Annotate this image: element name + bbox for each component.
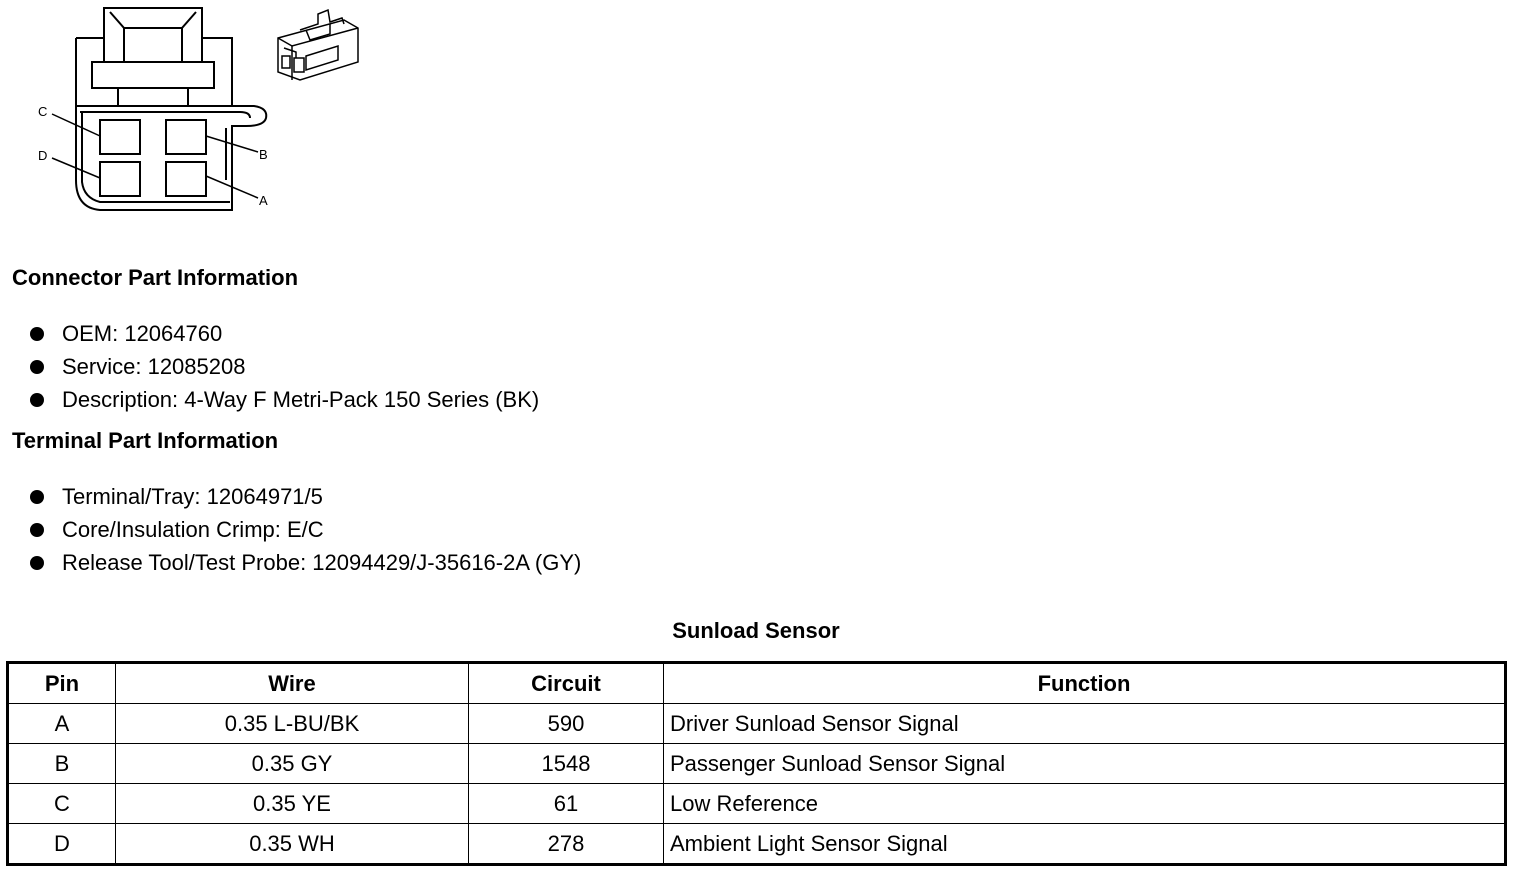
cell-function: Low Reference [664,784,1506,824]
cell-function: Passenger Sunload Sensor Signal [664,744,1506,784]
bullet-icon [30,360,44,374]
cell-circuit: 61 [469,784,664,824]
pin-label-a: A [259,193,268,208]
list-item: Description: 4-Way F Metri-Pack 150 Series (BK) [30,383,539,416]
list-item: Core/Insulation Crimp: E/C [30,513,581,546]
table-row [8,784,1506,824]
cell-pin: B [8,744,116,784]
pin-label-d: D [38,148,48,163]
pin-label-b: B [259,147,268,162]
cell-function: Ambient Light Sensor Signal [664,824,1506,865]
connector-info-heading: Connector Part Information [12,265,299,290]
cavity-b [166,120,206,154]
terminal-info-list [30,480,581,579]
cavity-c [100,120,140,154]
table-row [8,824,1506,865]
cavity-a [166,162,206,196]
header-pin: Pin [8,663,116,704]
header-circuit: Circuit [469,663,664,704]
connector-body [76,106,266,210]
cell-wire: 0.35 WH [116,824,469,865]
cell-pin: D [8,824,116,865]
cell-circuit: 590 [469,704,664,744]
list-item: Service: 12085208 [30,350,539,383]
table-row [8,704,1506,744]
cell-pin: C [8,784,116,824]
table-header-row [8,663,1506,704]
connector-info-list [30,317,539,416]
bullet-icon [30,523,44,537]
header-function: Function [664,663,1506,704]
terminal-info-heading: Terminal Part Information [12,428,279,453]
cell-function: Driver Sunload Sensor Signal [664,704,1506,744]
cell-wire: 0.35 YE [116,784,469,824]
pin-label-c: C [38,104,48,119]
header-wire: Wire [116,663,469,704]
connector-thumbnail [278,10,358,80]
cell-circuit: 1548 [469,744,664,784]
pinout-table [6,661,1507,866]
cell-wire: 0.35 GY [116,744,469,784]
connector-diagram [0,0,380,230]
list-item: OEM: 12064760 [30,317,539,350]
table-title: Sunload Sensor [672,618,840,643]
bullet-icon [30,327,44,341]
bullet-icon [30,393,44,407]
bullet-icon [30,556,44,570]
bullet-icon [30,490,44,504]
connector-latch [104,8,202,62]
cell-circuit: 278 [469,824,664,865]
cavity-d [100,162,140,196]
table-row [8,744,1506,784]
cell-pin: A [8,704,116,744]
cell-wire: 0.35 L-BU/BK [116,704,469,744]
list-item: Release Tool/Test Probe: 12094429/J-35616-2A (GY) [30,546,581,579]
list-item: Terminal/Tray: 12064971/5 [30,480,581,513]
